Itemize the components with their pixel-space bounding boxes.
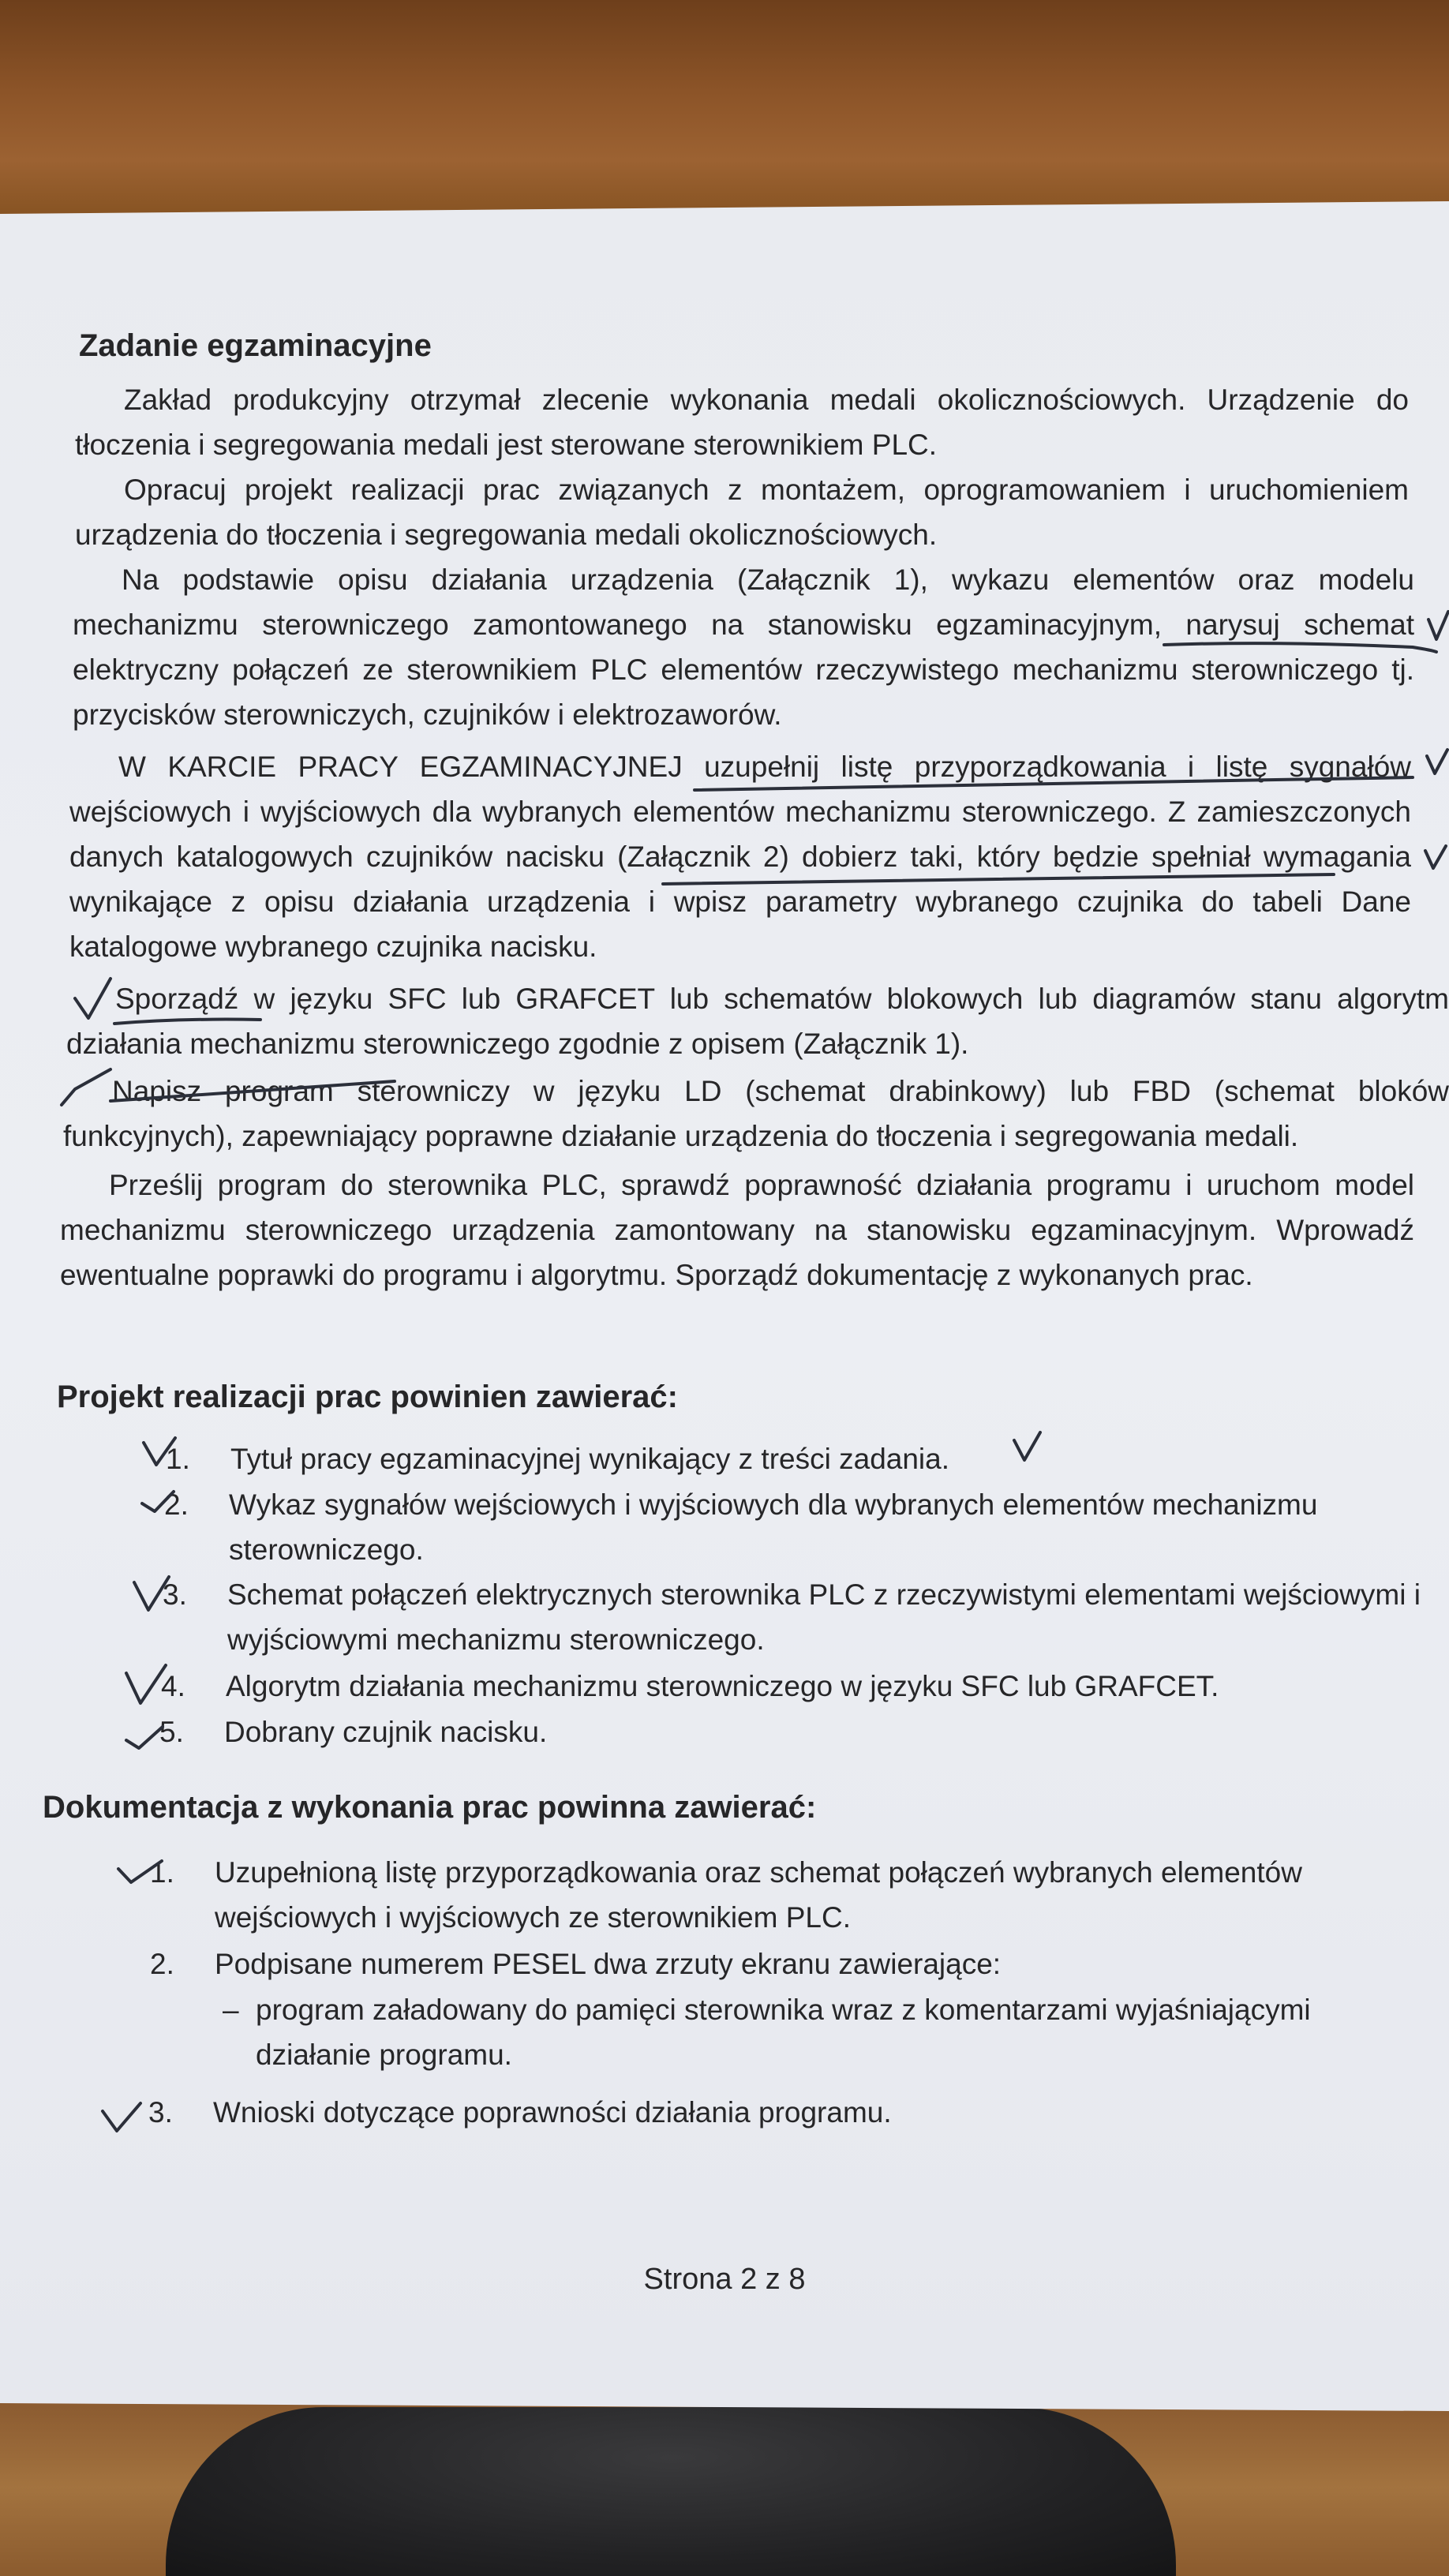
paragraph-5: Sporządź w języku SFC lub GRAFCET lub schematów blokowych lub diagramów stanu algorytm działania mechanizmu sterowniczego zgodnie z opisem (Załącznik 1). xyxy=(66,983,1449,1060)
title-heading: Zadanie egzaminacyjne xyxy=(79,328,432,363)
section2-heading: Dokumentacja z wykonania prac powinna zawierać: xyxy=(43,1790,817,1825)
section2-item-2: 2. Podpisane numerem PESEL dwa zrzuty ekranu zawierające: xyxy=(150,1948,1002,1980)
section1-heading: Projekt realizacji prac powinien zawierać: xyxy=(57,1380,678,1414)
section1-item-5: 5. Dobrany czujnik nacisku. xyxy=(159,1716,548,1748)
section2-subitem: – program załadowany do pamięci sterownika wraz z komentarzami wyjaśniającymi działanie programu. xyxy=(223,1994,1311,2071)
paragraph-4: W KARCIE PRACY EGZAMINACYJNEJ uzupełnij listę przyporządkowania i listę sygnałów wejściowych i wyjściowych dla wybranych elementów mechanizmu sterowniczego. Z zamieszczonych danych katalogowych czujników nacisku (Załącznik 2) dobierz taki, który będzie spełniał wymagania wynikające z opisu działania urządzenia i wpisz parametry wybranego czujnika do tabeli Dane katalogowe wybranego czujnika nacisku. xyxy=(69,751,1411,963)
section2-item-1: 1. Uzupełnioną listę przyporządkowania oraz schemat połączeń wybranych elementów wejściowych i wyjściowych ze sterownikiem PLC. xyxy=(150,1856,1302,1934)
paragraph-2: Opracuj projekt realizacji prac związanych z montażem, oprogramowaniem i uruchomieniem urządzenia do tłoczenia i segregowania medali okolicznościowych. xyxy=(75,474,1409,551)
paragraph-6: Napisz program sterowniczy w języku LD (schemat drabinkowy) lub FBD (schemat bloków funkcyjnych), zapewniający poprawne działanie urządzenia do tłoczenia i segregowania medali. xyxy=(63,1075,1449,1152)
section2-item-3: 3. Wnioski dotyczące poprawności działania programu. xyxy=(148,2096,892,2129)
section1-item-3: 3. Schemat połączeń elektrycznych sterownika PLC z rzeczywistymi elementami wejściowymi i wyjściowymi mechanizmu sterowniczego. xyxy=(163,1578,1421,1656)
section1-item-1: 1. Tytuł pracy egzaminacyjnej wynikający z treści zadania. xyxy=(166,1443,949,1475)
paragraph-1: Zakład produkcyjny otrzymał zlecenie wykonania medali okolicznościowych. Urządzenie do tłoczenia i segregowania medali jest sterowane sterownikiem PLC. xyxy=(75,384,1409,461)
section1-item-4: 4. Algorytm działania mechanizmu sterowniczego w języku SFC lub GRAFCET. xyxy=(161,1670,1219,1702)
paragraph-7: Prześlij program do sterownika PLC, sprawdź poprawność działania programu i uruchom model mechanizmu sterowniczego urządzenia zamontowany na stanowisku egzaminacyjnym. Wprowadź ewentualne poprawki do programu i algorytmu. Sporządź dokumentację z wykonanych prac. xyxy=(60,1169,1414,1291)
page-number: Strona 2 z 8 xyxy=(643,2263,806,2296)
section1-item-2: 2. Wykaz sygnałów wejściowych i wyjściowych dla wybranych elementów mechanizmu sterowniczego. xyxy=(164,1488,1318,1566)
paragraph-3: Na podstawie opisu działania urządzenia (Załącznik 1), wykazu elementów oraz modelu mechanizmu sterowniczego zamontowanego na stanowisku egzaminacyjnym, narysuj schemat elektryczny połączeń ze sterownikiem PLC elementów rzeczywistego mechanizmu sterowniczego tj. przycisków sterowniczych, czujników i elektrozaworów. xyxy=(73,564,1414,731)
